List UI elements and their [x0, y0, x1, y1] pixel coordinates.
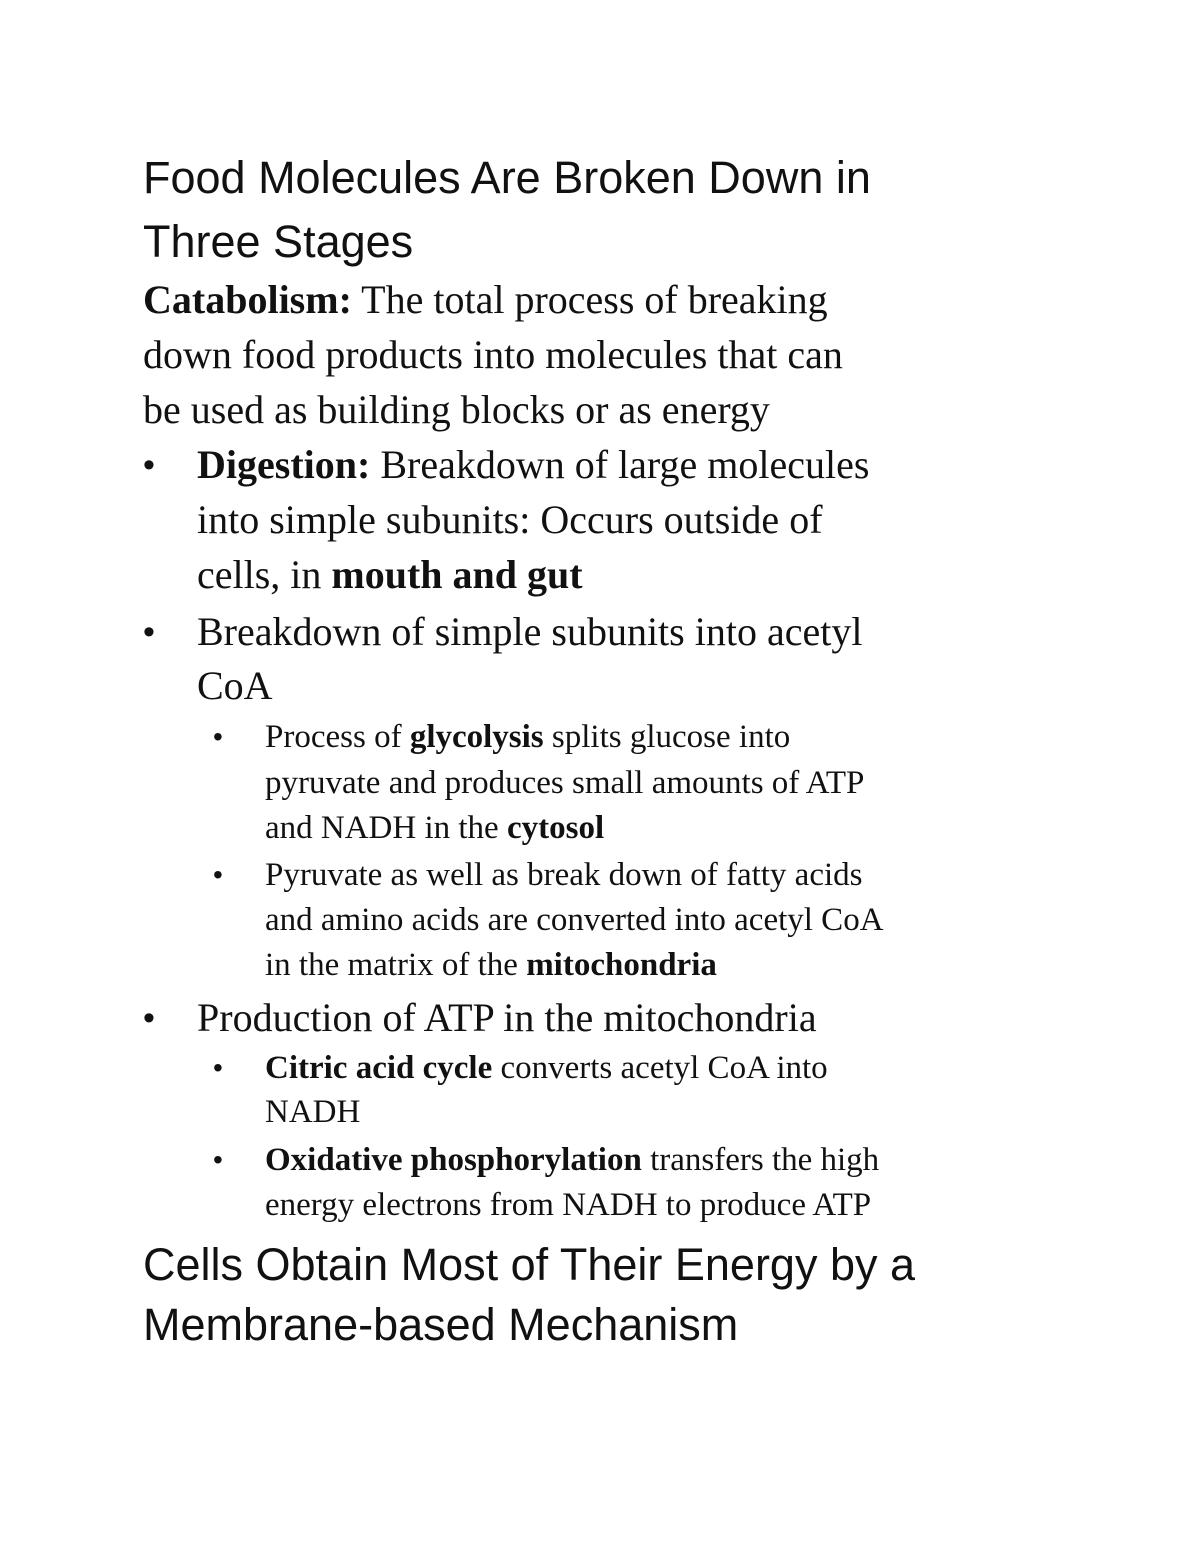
text-segment: and amino acids are converted into acetyl CoA	[265, 902, 884, 938]
text-segment: transfers the high	[641, 1142, 880, 1178]
text-segment: converts acetyl CoA into	[492, 1050, 828, 1086]
text-segment: Breakdown of simple subunits into acetyl	[197, 609, 863, 654]
text-segment: in the matrix of the	[265, 947, 527, 983]
bullet-line	[197, 548, 583, 602]
text-segment: pyruvate and produces small amounts of ATP	[265, 765, 865, 801]
heading-line: Three Stages	[143, 216, 414, 267]
heading-line: Food Molecules Are Broken Down in	[143, 152, 871, 203]
bold-term: Oxidative phosphorylation	[265, 1142, 642, 1178]
text-segment: Breakdown of large molecules	[370, 442, 870, 487]
definition-line	[143, 273, 828, 327]
heading-line: Membrane-based Mechanism	[143, 1299, 739, 1350]
bullet-line	[197, 493, 823, 547]
text-segment: NADH	[265, 1094, 361, 1130]
text-segment: into simple subunits: Occurs outside of	[197, 497, 823, 542]
bullet-icon: •	[143, 999, 155, 1037]
text-segment: and NADH in the	[265, 810, 507, 846]
bullet-line	[197, 438, 869, 492]
bullet-line	[197, 605, 862, 659]
bold-term: Digestion:	[197, 442, 371, 487]
bullet-icon: •	[213, 859, 223, 890]
bold-term: mouth and gut	[331, 552, 583, 597]
sub-bullet-line	[265, 898, 884, 942]
sub-bullet-line	[265, 761, 864, 805]
sub-bullet-line	[265, 715, 790, 759]
bullet-icon: •	[213, 721, 223, 752]
bold-term: glycolysis	[409, 719, 544, 755]
bullet-icon: •	[143, 446, 155, 484]
definition-line	[143, 328, 843, 382]
text-segment: be used as building blocks or as energy	[143, 387, 770, 432]
bold-term: Catabolism:	[143, 277, 352, 322]
sub-bullet-line	[265, 943, 717, 987]
sub-bullet-line	[265, 1046, 828, 1090]
text-segment: Production of ATP in the mitochondria	[197, 995, 817, 1040]
bullet-icon: •	[213, 1144, 223, 1175]
bullet-icon: •	[143, 613, 155, 651]
text-segment: The total process of breaking	[351, 277, 828, 322]
bullet-line	[197, 991, 817, 1045]
text-segment: CoA	[197, 663, 273, 708]
text-segment: down food products into molecules that can	[143, 332, 843, 377]
bullet-icon: •	[213, 1052, 223, 1083]
sub-bullet-line	[265, 853, 862, 897]
bold-term: mitochondria	[526, 947, 717, 983]
sub-bullet-line	[265, 806, 604, 850]
text-segment: cells, in	[197, 552, 332, 597]
bullet-line	[197, 659, 273, 713]
definition-line	[143, 383, 770, 437]
text-segment: energy electrons from NADH to produce ATP	[265, 1187, 872, 1223]
sub-bullet-line	[265, 1090, 360, 1134]
bold-term: cytosol	[506, 810, 605, 846]
bold-term: Citric acid cycle	[265, 1050, 493, 1086]
sub-bullet-line	[265, 1183, 871, 1227]
sub-bullet-line	[265, 1138, 879, 1182]
text-segment: Process of	[265, 719, 410, 755]
heading-line: Cells Obtain Most of Their Energy by a	[143, 1239, 916, 1290]
text-segment: Pyruvate as well as break down of fatty acids	[265, 857, 863, 893]
text-segment: splits glucose into	[543, 719, 791, 755]
